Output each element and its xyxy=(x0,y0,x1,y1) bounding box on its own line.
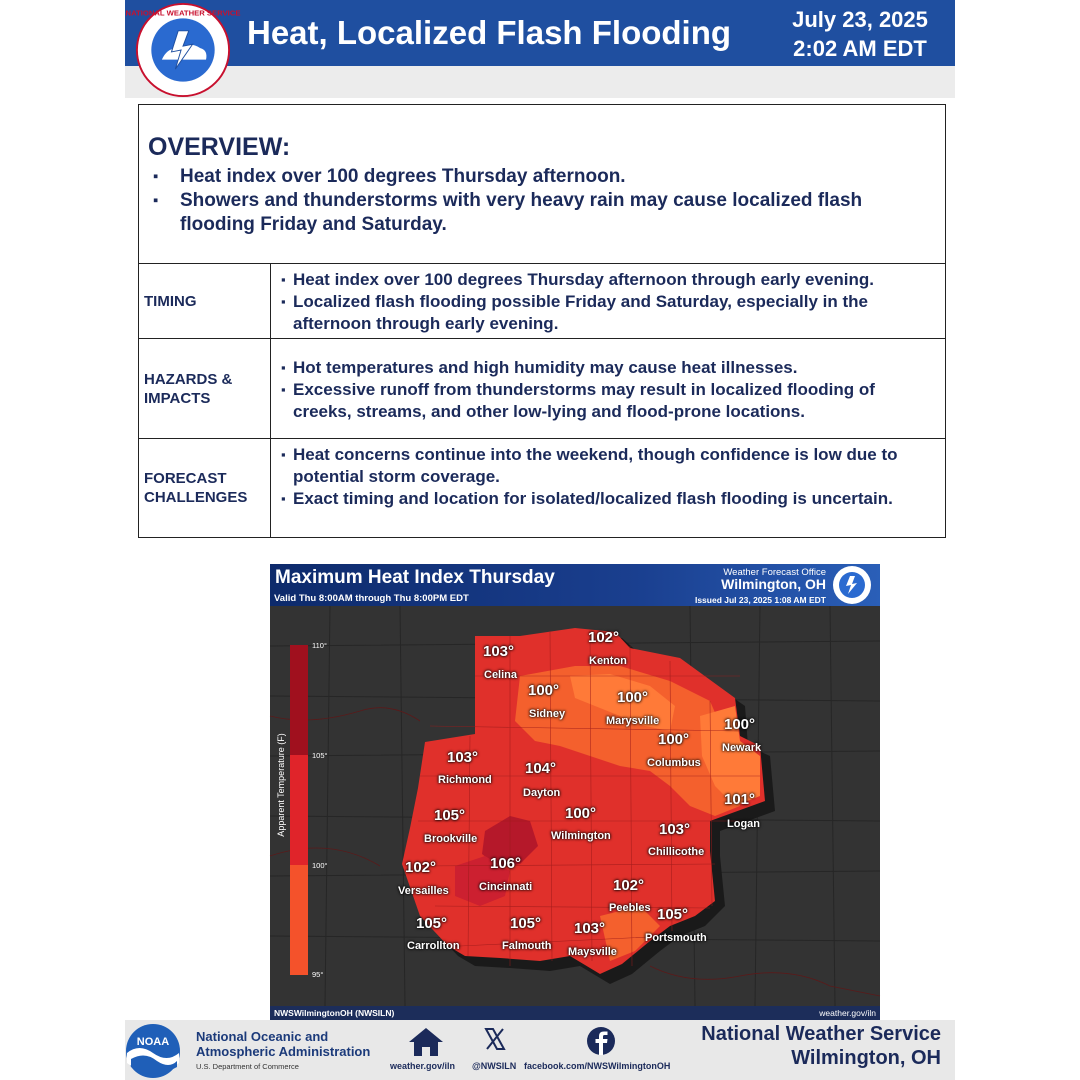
footer xyxy=(125,1020,955,1080)
timing-content xyxy=(271,264,945,338)
heat-index-value-maysville: 103° xyxy=(574,920,606,937)
hazards-bullet: ▪ Hot temperatures and high humidity may cause heat illnesses. xyxy=(281,357,937,379)
city-label-peebles: Peebles xyxy=(609,902,651,914)
nws-office-line2: Wilmington, OH xyxy=(791,1047,941,1069)
overview-heading: OVERVIEW: xyxy=(148,133,291,161)
nws-office-name xyxy=(701,1022,941,1070)
noaa-logo-icon xyxy=(125,1023,181,1079)
hazards-row xyxy=(138,339,946,439)
nws-logo-text: NATIONAL WEATHER SERVICE xyxy=(125,8,241,18)
heat-index-value-versailles: 102° xyxy=(405,859,437,876)
hazards-content xyxy=(271,339,945,438)
heat-index-value-marysville: 100° xyxy=(617,689,649,706)
city-label-carrollton: Carrollton xyxy=(407,940,460,952)
city-label-versailles: Versailles xyxy=(398,885,449,897)
timing-bullet: ▪ Heat index over 100 degrees Thursday afternoon through early evening. xyxy=(281,269,937,291)
nws-office-line1: National Weather Service xyxy=(701,1023,941,1045)
forecast-bullet: ▪ Heat concerns continue into the weekend, though confidence is low due to potential storm coverage. xyxy=(281,444,937,488)
heat-index-value-cincinnati: 106° xyxy=(490,855,522,872)
facebook-icon[interactable] xyxy=(586,1026,616,1056)
hazards-label: HAZARDS & IMPACTS xyxy=(139,339,271,438)
header-date: July 23, 2025 xyxy=(792,7,928,32)
timing-bullet: ▪ Localized flash flooding possible Friday and Saturday, especially in the afternoon through early evening. xyxy=(281,291,937,335)
website-link[interactable]: weather.gov/iln xyxy=(390,1061,456,1071)
heat-index-value-dayton: 104° xyxy=(525,760,557,777)
city-label-maysville: Maysville xyxy=(568,946,617,958)
heat-index-value-carrollton: 105° xyxy=(416,915,448,932)
map-issued-time: Issued Jul 23, 2025 1:08 AM EDT xyxy=(694,595,826,605)
facebook-link[interactable]: facebook.com/NWSWilmingtonOH xyxy=(524,1061,671,1071)
city-label-sidney: Sidney xyxy=(529,708,566,720)
heat-index-value-wilmington: 100° xyxy=(565,805,597,822)
timing-row xyxy=(138,264,946,339)
heat-index-value-chillicothe: 103° xyxy=(659,821,691,838)
city-label-celina: Celina xyxy=(484,669,518,681)
heat-index-value-logan: 101° xyxy=(724,791,756,808)
city-label-columbus: Columbus xyxy=(647,757,701,769)
city-label-logan: Logan xyxy=(727,818,760,830)
map-footer-url: weather.gov/iln xyxy=(819,1008,876,1018)
legend-tick: 105° xyxy=(312,751,328,760)
nws-logo-icon xyxy=(125,2,241,98)
heat-index-value-sidney: 100° xyxy=(528,682,560,699)
overview-list xyxy=(153,165,933,237)
map-footer-handle: NWSWilmingtonOH (NWSILN) xyxy=(274,1008,395,1018)
city-label-brookville: Brookville xyxy=(424,833,478,845)
page-title: Heat, Localized Flash Flooding xyxy=(247,14,732,51)
heat-index-value-peebles: 102° xyxy=(613,877,645,894)
noaa-name xyxy=(196,1029,370,1059)
legend-title xyxy=(271,700,297,870)
forecast-bullet: ▪ Exact timing and location for isolated/localized flash flooding is uncertain. xyxy=(281,488,937,510)
map-header xyxy=(270,564,880,606)
overview-bullet: ▪ Heat index over 100 degrees Thursday afternoon. xyxy=(153,165,933,189)
hazards-bullet: ▪ Excessive runoff from thunderstorms may result in localized flooding of creeks, streams, and other low-lying and flood-prone locations. xyxy=(281,379,937,423)
legend-swatch-100 xyxy=(290,865,308,975)
overview-bullet: ▪ Showers and thunderstorms with very heavy rain may cause localized flash flooding Friday and Saturday. xyxy=(153,189,933,237)
noaa-name-line2: Atmospheric Administration xyxy=(196,1044,371,1059)
legend-tick: 100° xyxy=(312,861,328,870)
svg-text:NOAA: NOAA xyxy=(136,1036,170,1048)
x-icon[interactable] xyxy=(483,1026,507,1052)
heat-index-value-columbus: 100° xyxy=(658,731,690,748)
home-icon[interactable] xyxy=(407,1026,445,1058)
city-label-falmouth: Falmouth xyxy=(502,940,552,952)
header-datetime xyxy=(775,5,945,63)
city-label-richmond: Richmond xyxy=(438,774,492,786)
x-link[interactable]: @NWSILN xyxy=(472,1061,517,1071)
header-gray-strip xyxy=(125,66,955,98)
map-footer xyxy=(270,1006,880,1020)
map-title: Maximum Heat Index Thursday xyxy=(275,567,555,588)
city-label-kenton: Kenton xyxy=(589,655,627,667)
forecast-challenges-row xyxy=(138,439,946,538)
map-valid-time: Valid Thu 8:00AM through Thu 8:00PM EDT xyxy=(274,593,469,604)
city-label-newark: Newark xyxy=(722,742,762,754)
city-label-marysville: Marysville xyxy=(606,715,660,727)
timing-label: TIMING xyxy=(139,264,271,338)
noaa-department: U.S. Department of Commerce xyxy=(196,1062,299,1071)
legend-tick: 95° xyxy=(312,970,324,979)
city-label-cincinnati: Cincinnati xyxy=(479,881,533,893)
heat-index-value-falmouth: 105° xyxy=(510,915,542,932)
header xyxy=(125,0,955,98)
city-label-wilmington: Wilmington xyxy=(551,830,611,842)
heat-index-value-brookville: 105° xyxy=(434,807,466,824)
map-office-name: Wilmington, OH xyxy=(721,576,826,592)
heat-index-value-kenton: 102° xyxy=(588,629,620,646)
forecast-challenges-content xyxy=(271,439,945,537)
city-label-chillicothe: Chillicothe xyxy=(648,846,705,858)
city-label-dayton: Dayton xyxy=(523,787,561,799)
legend-tick: 110° xyxy=(312,641,327,650)
heat-index-value-newark: 100° xyxy=(724,716,756,733)
city-label-portsmouth: Portsmouth xyxy=(645,932,707,944)
forecast-challenges-label: FORECAST CHALLENGES xyxy=(139,439,271,537)
legend-title-text: Apparent Temperature (F) xyxy=(276,733,286,837)
header-time: 2:02 AM EDT xyxy=(793,36,927,61)
heat-index-value-portsmouth: 105° xyxy=(657,906,689,923)
heat-index-value-celina: 103° xyxy=(483,643,515,660)
map-office-label: Weather Forecast Office xyxy=(723,567,826,578)
heat-index-value-richmond: 103° xyxy=(447,749,479,766)
noaa-name-line1: National Oceanic and xyxy=(196,1029,329,1044)
nws-small-logo-icon xyxy=(832,565,872,605)
overview-box xyxy=(138,104,946,264)
